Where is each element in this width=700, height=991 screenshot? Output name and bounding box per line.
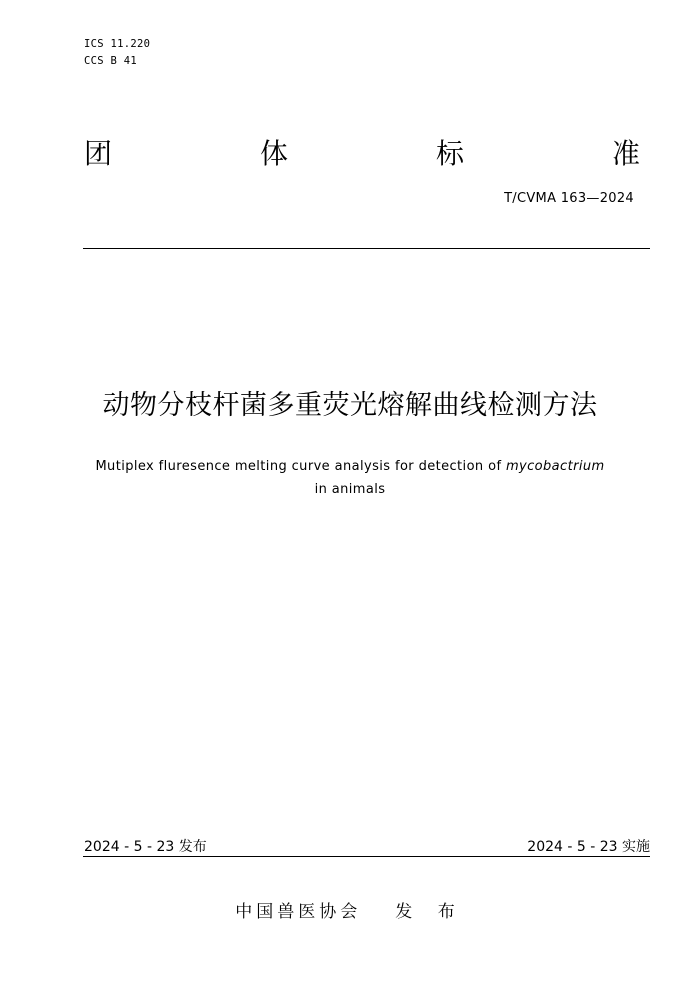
- title-english: [40, 455, 660, 501]
- issue-date: 2024 - 5 - 23 发布: [84, 839, 207, 855]
- bottom-divider: [83, 856, 650, 857]
- title-english-line-2: in animals: [314, 482, 386, 497]
- publisher-org: 中国兽医协会: [235, 902, 362, 922]
- standard-type-char: 标: [435, 137, 464, 170]
- publisher-line: [0, 901, 700, 923]
- top-divider: [83, 248, 650, 249]
- standard-type-char: 团: [84, 137, 113, 170]
- standard-number: T/CVMA 163—2024: [504, 191, 634, 206]
- implementation-date: 2024 - 5 - 23 实施: [527, 839, 650, 855]
- ccs-code: CCS B 41: [84, 55, 137, 67]
- standard-type-char: 体: [259, 137, 288, 170]
- standard-type-heading: [84, 134, 640, 174]
- publisher-action: 发 布: [395, 902, 465, 922]
- title-english-line-1: [40, 455, 660, 478]
- title-chinese: 动物分枝杆菌多重荧光熔解曲线检测方法: [102, 390, 598, 421]
- title-english-text: Mutiplex fluresence melting curve analysis for detection of: [95, 459, 506, 474]
- ics-code: ICS 11.220: [84, 38, 151, 50]
- standard-type-char: 准: [611, 137, 640, 170]
- title-english-italic: mycobactrium: [505, 459, 605, 474]
- classification-codes: [84, 36, 150, 70]
